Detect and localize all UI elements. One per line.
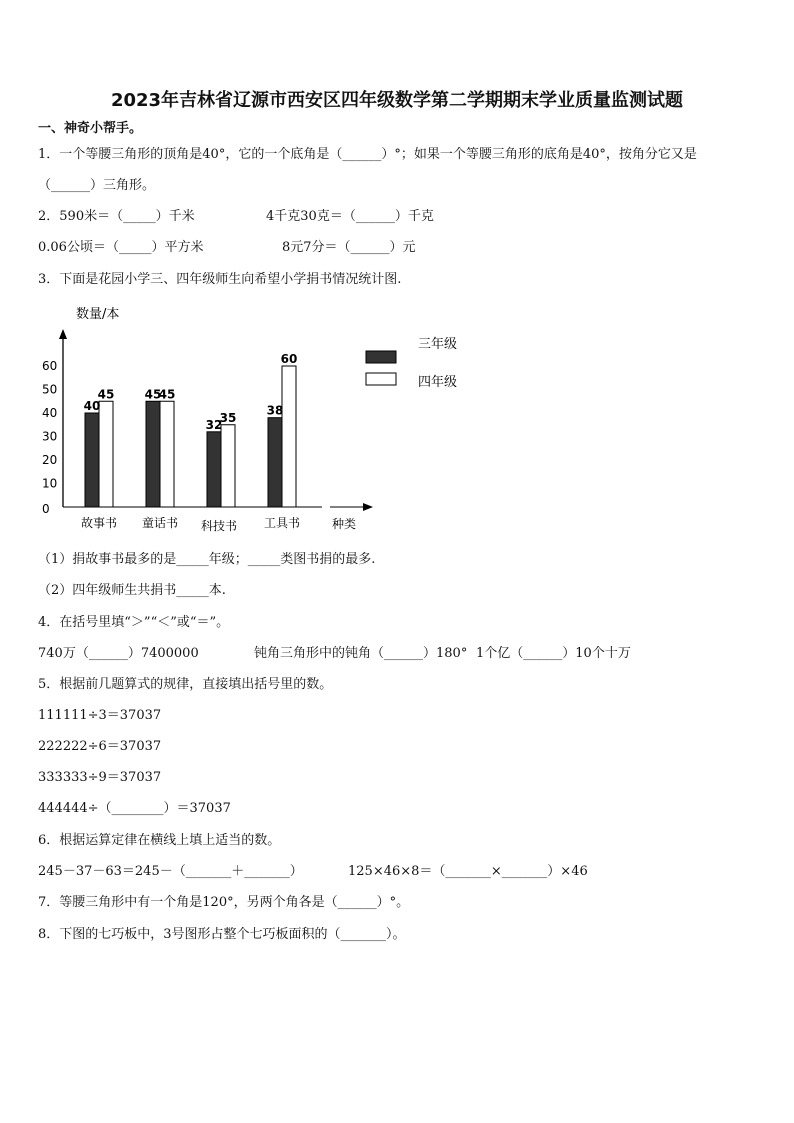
- legend-swatch: [366, 351, 396, 363]
- question-6-part-b: 125×46×8＝（_______×_______）×46: [348, 864, 588, 879]
- question-5-line-3: 333333÷9＝37037: [38, 770, 162, 785]
- x-axis-arrow: [363, 503, 373, 511]
- data-label: 35: [219, 410, 237, 425]
- category-label: 工具书: [263, 516, 301, 530]
- data-label: 40: [83, 399, 101, 413]
- question-5-line-2: 222222÷6＝37037: [38, 739, 162, 754]
- question-2-part-d: 8元7分＝（______）元: [282, 240, 416, 255]
- bar: [160, 401, 174, 507]
- question-5-text: 5．根据前几题算式的规律，直接填出括号里的数。: [38, 677, 333, 692]
- y-axis-arrow: [59, 329, 67, 339]
- bar: [207, 432, 221, 507]
- bar: [146, 401, 160, 507]
- legend-label: 三年级: [418, 337, 458, 352]
- y-tick-label: 0: [42, 502, 50, 516]
- question-6-text: 6．根据运算定律在横线上填上适当的数。: [38, 833, 281, 848]
- question-6-part-a: 245－37－63＝245－（_______＋_______）: [38, 864, 303, 879]
- question-4-part-c: 1个亿（______）10个十万: [476, 646, 631, 661]
- question-3-sub-2: （2）四年级师生共捐书_____本.: [38, 583, 226, 598]
- bar: [282, 366, 296, 507]
- data-label: 45: [97, 387, 115, 402]
- y-axis-label: 数量/本: [76, 307, 120, 322]
- data-label: 32: [205, 417, 223, 432]
- question-3-text: 3．下面是花园小学三、四年级师生向希望小学捐书情况统计图.: [38, 272, 402, 287]
- bar: [268, 418, 282, 507]
- question-4-part-a: 740万（______）7400000: [38, 646, 199, 661]
- data-label: 45: [158, 387, 176, 402]
- legend-label: 四年级: [418, 375, 458, 390]
- category-label: 童话书: [141, 516, 179, 530]
- section-heading: 一、神奇小帮手。: [38, 121, 143, 136]
- data-label: 38: [266, 403, 284, 418]
- question-5-line-4: 444444÷（________）＝37037: [38, 801, 231, 816]
- y-tick-label: 10: [42, 476, 58, 491]
- question-3-sub-1: （1）捐故事书最多的是_____年级；_____类图书捐的最多.: [38, 552, 376, 567]
- bar: [99, 401, 113, 507]
- question-2-part-a: 2．590米＝（_____）千米: [38, 209, 195, 224]
- question-5-line-1: 111111÷3＝37037: [38, 708, 162, 723]
- question-1-line-1: 1．一个等腰三角形的顶角是40°，它的一个底角是（______）°；如果一个等腰三角形的底角是40°，按角分它又是: [38, 147, 697, 162]
- bar: [221, 425, 235, 507]
- data-label: 45: [144, 387, 162, 402]
- y-tick-label: 40: [42, 406, 58, 420]
- data-label: 60: [280, 352, 298, 366]
- question-2-part-c: 0.06公顷＝（_____）平方米: [38, 240, 204, 255]
- question-4-text: 4．在括号里填“＞”“＜”或“＝”。: [38, 615, 230, 630]
- category-label: 科技书: [200, 519, 238, 533]
- question-8-text: 8．下图的七巧板中，3号图形占整个七巧板面积的（_______）。: [38, 927, 406, 942]
- question-1-line-2: （______）三角形。: [38, 178, 156, 193]
- x-axis-label: 种类: [332, 517, 357, 531]
- question-7-text: 7．等腰三角形中有一个角是120°，另两个角各是（______）°。: [38, 895, 410, 910]
- y-tick-label: 30: [42, 429, 58, 444]
- y-tick-label: 60: [42, 359, 58, 373]
- page-title: 2023年吉林省辽源市西安区四年级数学第二学期期末学业质量监测试题: [110, 90, 684, 111]
- question-4-part-b: 钝角三角形中的钝角（______）180°: [254, 646, 468, 661]
- question-2-part-b: 4千克30克＝（______）千克: [266, 209, 434, 224]
- bar: [85, 413, 99, 507]
- y-tick-label: 20: [42, 453, 58, 467]
- y-tick-label: 50: [42, 382, 58, 397]
- legend-swatch: [366, 373, 396, 385]
- book-donation-bar-chart: [30, 296, 490, 541]
- category-label: 故事书: [80, 516, 118, 530]
